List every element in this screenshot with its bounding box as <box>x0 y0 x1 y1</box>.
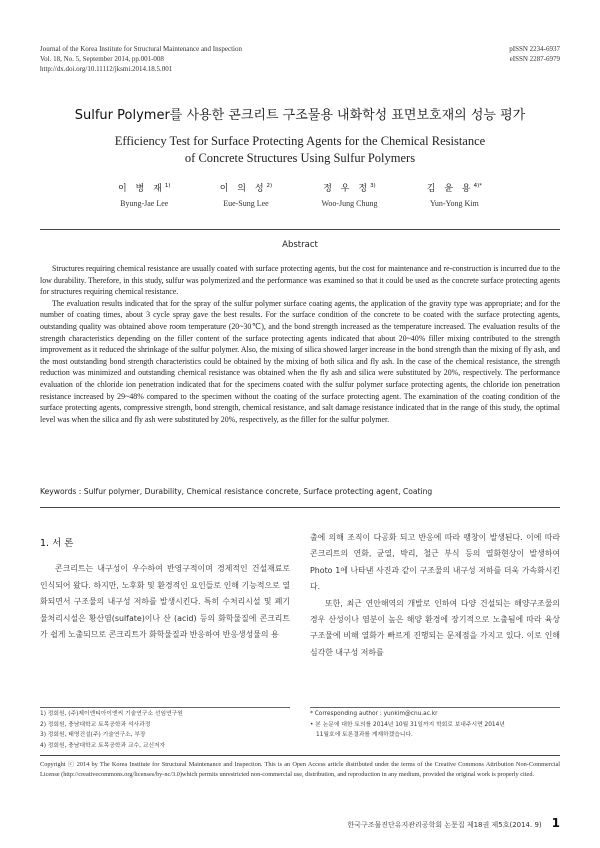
abstract-paragraph-1: Structures requiring chemical resistance are usually coated with surface protecting agents, but the cost for maintenance and re-construction is incurred due to the low durability. Therefore, in this study, sulfur was polymerized and the performance was examined so that it could be used as the concrete surface protecting agents for structures requiring chemical resistance. <box>40 264 560 297</box>
author-name-ko: 정 우 정 <box>323 184 371 194</box>
author-name-ko: 이 의 성 <box>219 184 267 194</box>
right-column <box>310 530 560 661</box>
title-en-line-1: Efficiency Test for Surface Protecting Agents for the Chemical Resistance <box>114 134 486 148</box>
footnote-item: 2) 정회원, 충남대학교 토목공학과 석사과정 <box>40 721 151 728</box>
body-paragraph: 콘크리트는 내구성이 우수하여 반영구적이며 경제적인 건설재료로 인식되어 왔다. 하지만, 노후화 및 환경적인 요인들로 인해 기능적으로 열화되면서 구조물의 내구성 저하를 발생시킨다. 특히 수처리시설 및 폐기물처리시설은 황산염(sulfate)이나 산 (acid) 등의 화학물질에 콘크리트가 쉽게 노출되므로 콘크리트가 화학물질과 반응하여 반응생성물의 용 <box>40 564 290 640</box>
author-name-ko: 김 윤 용 <box>426 184 474 194</box>
page-number: 1 <box>551 816 560 830</box>
abstract-paragraph-2: The evaluation results indicated that for the spray of the sulfur polymer surface coating agents, the application of the gravity type was appropriate; and for the number of coating times, about 3 cycle spray gave the best results. For the surface condition of the concrete to be coated with the surface protecting agents, outstanding quality was obtained above room temperature (20~30℃), and the bond strength increased as the temperature increased. The evaluation results of the strength characteristics depending on the filler content of the surface protecting agents indicated that about 20~40% filler mixing contributed to the strength improvement as it reduced the shrinkage of the sulfur polymer. Also, the mixing of silica showed larger increase in the bond strength than the mixing of fly ash, and the most outstanding bond strength characteristics could be obtained by the mixing of both silica and fly ash. In the case of the chemical resistance, the strength reduction was minimized and outstanding chemical resistance was obtained when the fly ash and silica were substituted by 20%, respectively. The performance evaluation of the chloride ion penetration indicated that for the specimens coated with the sulfur polymer surface protecting agents, the chloride ion penetration resistance increased by 29~48% compared to the specimen without the coating of the surface protecting agent. The examination of the coating condition of the surface protecting agents, compressive strength, bond strength, chemical resistance, and salt damage resistance indicated that in the range of this study, the optimal level was when the silica and fly ash were substituted by 20%, respectively, as the filler for the sulfur polymer. <box>40 298 560 424</box>
footnotes-right <box>310 709 560 741</box>
paper-title-korean: Sulfur Polymer를 사용한 콘크리트 구조물용 내화학성 표면보호재의 성능 평가 <box>74 108 526 123</box>
issn-info <box>509 44 560 64</box>
abstract-body <box>40 263 560 425</box>
journal-info <box>40 44 242 74</box>
abstract-top-rule <box>40 229 560 230</box>
author-1 <box>118 181 170 208</box>
footnote-rule-left <box>40 707 290 708</box>
author-affil-mark: 4)* <box>473 183 482 189</box>
body-paragraph: 출에 의해 조직이 다공화 되고 반응에 따라 팽창이 발생된다. 이에 따라 콘크리트의 연화, 균열, 박리, 철근 부식 등의 열화현상이 발생하여 Photo 1에 나타낸 사진과 같이 구조물의 내구성 저하를 더욱 가속화시킨다. <box>310 533 560 592</box>
body-paragraph: 또한, 최근 연안해역의 개발로 인하여 다양 건설되는 해양구조물의 경우 산성이나 염분이 높은 해양 환경에 장기적으로 노출됨에 따라 육상구조물에 비해 열화가 빠르게 진행되는 문제점을 가지고 있다. 이로 인해 심각한 내구성 저하를 <box>310 598 560 657</box>
footnote-item: 1) 정회원, (주)제이엔티아이엔씨 기술연구소 선임연구원 <box>40 711 183 717</box>
journal-name: Journal of the Korea Institute for Structural Maintenance and Inspection <box>40 45 242 53</box>
footnote-item: 4) 정회원, 충남대학교 토목공학과 교수, 교신저자 <box>40 742 166 749</box>
left-column <box>40 522 290 643</box>
footnotes-left <box>40 709 290 751</box>
title-en-line-2: of Concrete Structures Using Sulfur Polymers <box>184 151 416 165</box>
copyright-notice: Copyright ⓒ 2014 by The Korea Institute for Structural Maintenance and Inspection. This is an Open Access article distributed under the terms of the Creative Commons Attribution Non-Commercial License (http://creativecommons.org/licenses/by-nc/3.0)which permits unrestricted non-commercial use, distribution, and reproduction in any medium, provided the original work is properly cited. <box>40 761 560 778</box>
author-2 <box>220 181 272 208</box>
pissn: pISSN 2234-6937 <box>509 45 560 53</box>
author-name-ko: 이 병 재 <box>118 184 165 194</box>
author-name-en: Byung-Jae Lee <box>120 199 169 208</box>
author-list <box>118 181 482 208</box>
discussion-note-cont: 11월호에 토론결과를 게재하겠습니다. <box>316 732 413 738</box>
abstract-heading: Abstract <box>282 240 318 250</box>
author-affil-mark: 2) <box>266 183 273 189</box>
author-name-en: Yun-Yong Kim <box>429 199 479 208</box>
author-name-en: Woo-Jung Chung <box>321 199 378 208</box>
doi-link[interactable]: http://dx.doi.org/10.11112/jksmi.2014.18.5.001 <box>40 65 173 73</box>
copyright-rule <box>40 755 560 756</box>
footnote-item: 3) 정회원, 태영건설(주) 기술연구소, 부장 <box>40 732 146 738</box>
author-3 <box>321 181 377 208</box>
page-footer <box>347 816 560 830</box>
corresponding-author: * Corresponding author : yunkim@cnu.ac.kr <box>310 711 438 717</box>
author-4 <box>427 181 482 208</box>
author-name-en: Eue-Sung Lee <box>223 199 269 208</box>
footer-journal: 한국구조물진단유지관리공학회 논문집 제18권 제5호(2014. 9) <box>347 821 542 829</box>
author-affil-mark: 1) <box>164 183 171 189</box>
eissn: eISSN 2287-6979 <box>509 55 560 63</box>
keywords: Keywords : Sulfur polymer, Durability, Chemical resistance concrete, Surface protecting agent, Coating <box>40 487 433 496</box>
paper-title-english <box>0 133 600 167</box>
discussion-note: • 본 논문에 대한 토의를 2014년 10월 31일까지 학회로 보내주시면 2014년 <box>310 721 505 728</box>
author-affil-mark: 3) <box>370 183 376 189</box>
abstract-bottom-rule <box>40 507 560 508</box>
footnote-rule-right <box>310 707 560 708</box>
volume-info: Vol. 18, No. 5, September 2014, pp.001-008 <box>40 55 164 63</box>
section-heading-introduction: 1. 서 론 <box>40 538 74 549</box>
